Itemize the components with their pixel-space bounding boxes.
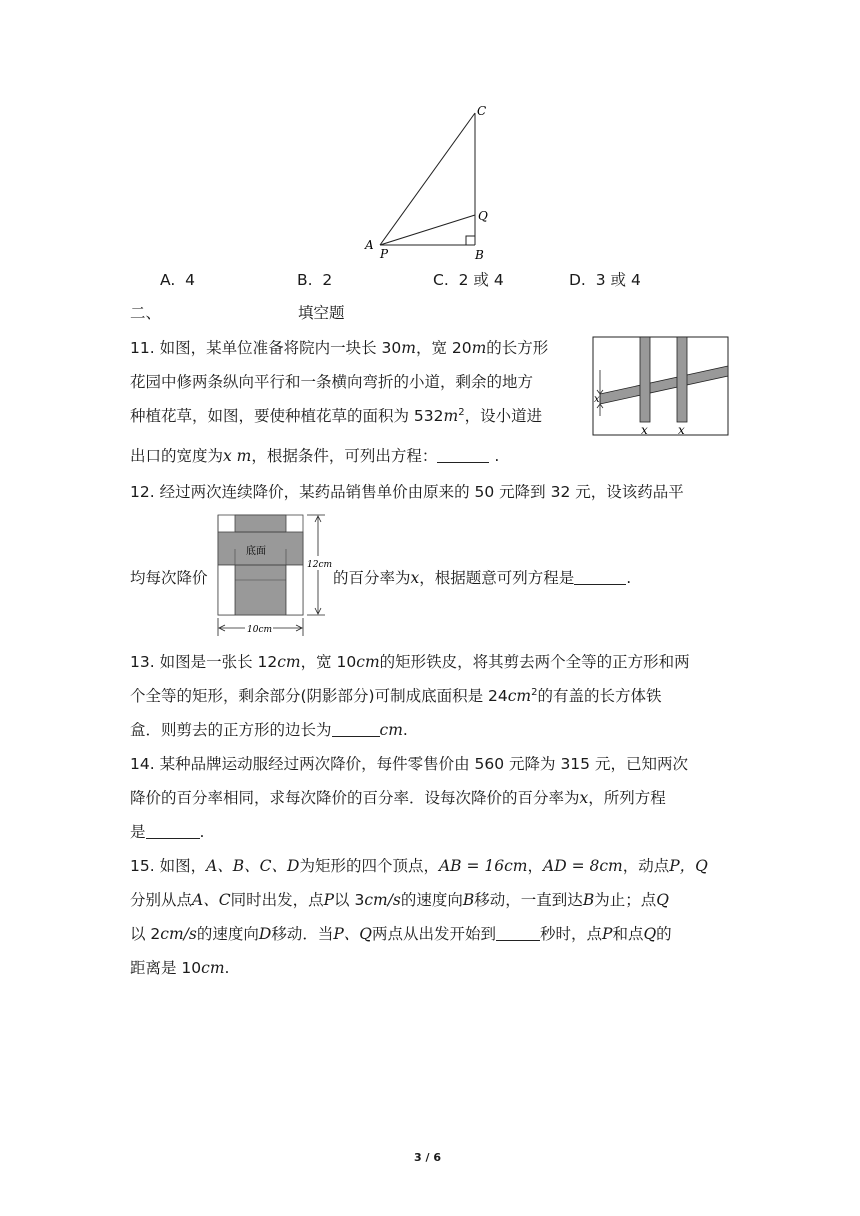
q15-line4: 距离是 10cm.	[130, 959, 230, 977]
q14-line1: 14. 某种品牌运动服经过两次降价，每件零售价由 560 元降为 315 元，已知两次	[130, 755, 688, 773]
label-a: A	[365, 238, 374, 252]
box-width-label: 10cm	[247, 625, 273, 635]
q11-answer-blank[interactable]	[437, 446, 489, 463]
q14-answer-blank[interactable]	[146, 822, 200, 839]
q15-line2: 分别从点A、C同时出发，点P以 3cm/s的速度向B移动，一直到达B为止；点Q	[130, 891, 669, 909]
q15-line3: 以 2cm/s的速度向D移动．当P、Q两点从出发开始到 秒时，点P和点Q的	[130, 925, 672, 943]
label-b: B	[475, 248, 484, 262]
q13-line2: 个全等的矩形，剩余部分(阴影部分)可制成底面积是 $24cm^2$的有盖的长方体铁	[130, 686, 662, 705]
q11-line4: 出口的宽度为x m，根据条件，可列出方程： .	[130, 447, 500, 465]
label-c: C	[477, 104, 487, 118]
box-height-label: 12cm	[307, 560, 333, 570]
garden-x-right: x	[678, 423, 685, 437]
triangle-figure	[350, 95, 510, 265]
q11-line3: 种植花草，如图，要使种植花草的面积为 $532m^2$，设小道进	[130, 406, 543, 425]
box-bottom-label: 底面	[246, 546, 266, 557]
option-b: B. 2	[297, 271, 333, 289]
label-p: P	[380, 247, 389, 261]
q11-line1: 11. 如图，某单位准备将院内一块长 30m，宽 20m的长方形	[130, 339, 549, 357]
garden-x-left: x	[641, 423, 648, 437]
q13-answer-blank[interactable]	[332, 720, 380, 737]
option-d: D. 3 或 4	[569, 271, 641, 289]
q11-line2: 花园中修两条纵向平行和一条横向弯折的小道，剩余的地方	[130, 373, 534, 391]
q12-answer-blank[interactable]	[574, 568, 626, 585]
q14-line2: 降价的百分率相同，求每次降价的百分率．设每次降价的百分率为x，所列方程	[130, 789, 666, 807]
page-number: 3 / 6	[414, 1151, 441, 1164]
garden-x-side: x	[594, 394, 600, 405]
q13-line1: 13. 如图是一张长 12cm，宽 10cm的矩形铁皮，将其剪去两个全等的正方形和两	[130, 653, 690, 671]
q12-line2: 的百分率为x，根据题意可列方程是 .	[333, 569, 632, 587]
q15-line1: 15. 如图，A、B、C、D为矩形的四个顶点，AB = 16cm，AD = 8cm，动点P，Q	[130, 857, 708, 875]
garden-figure	[592, 336, 730, 438]
section-number: 二、	[130, 304, 162, 322]
q12-line1: 12. 经过两次连续降价，某药品销售单价由原来的 50 元降到 32 元，设该药品平	[130, 483, 684, 501]
label-q: Q	[478, 209, 488, 223]
box-net-figure	[215, 512, 333, 640]
option-c: C. 2 或 4	[433, 271, 504, 289]
option-a: A. 4	[160, 271, 195, 289]
section-title: 填空题	[298, 304, 345, 322]
q15-answer-blank[interactable]	[496, 924, 540, 941]
q12-line2-pre: 均每次降价	[130, 569, 208, 587]
q14-line3: 是 .	[130, 823, 205, 841]
q13-line3: 盒．则剪去的正方形的边长为 cm.	[130, 721, 408, 739]
